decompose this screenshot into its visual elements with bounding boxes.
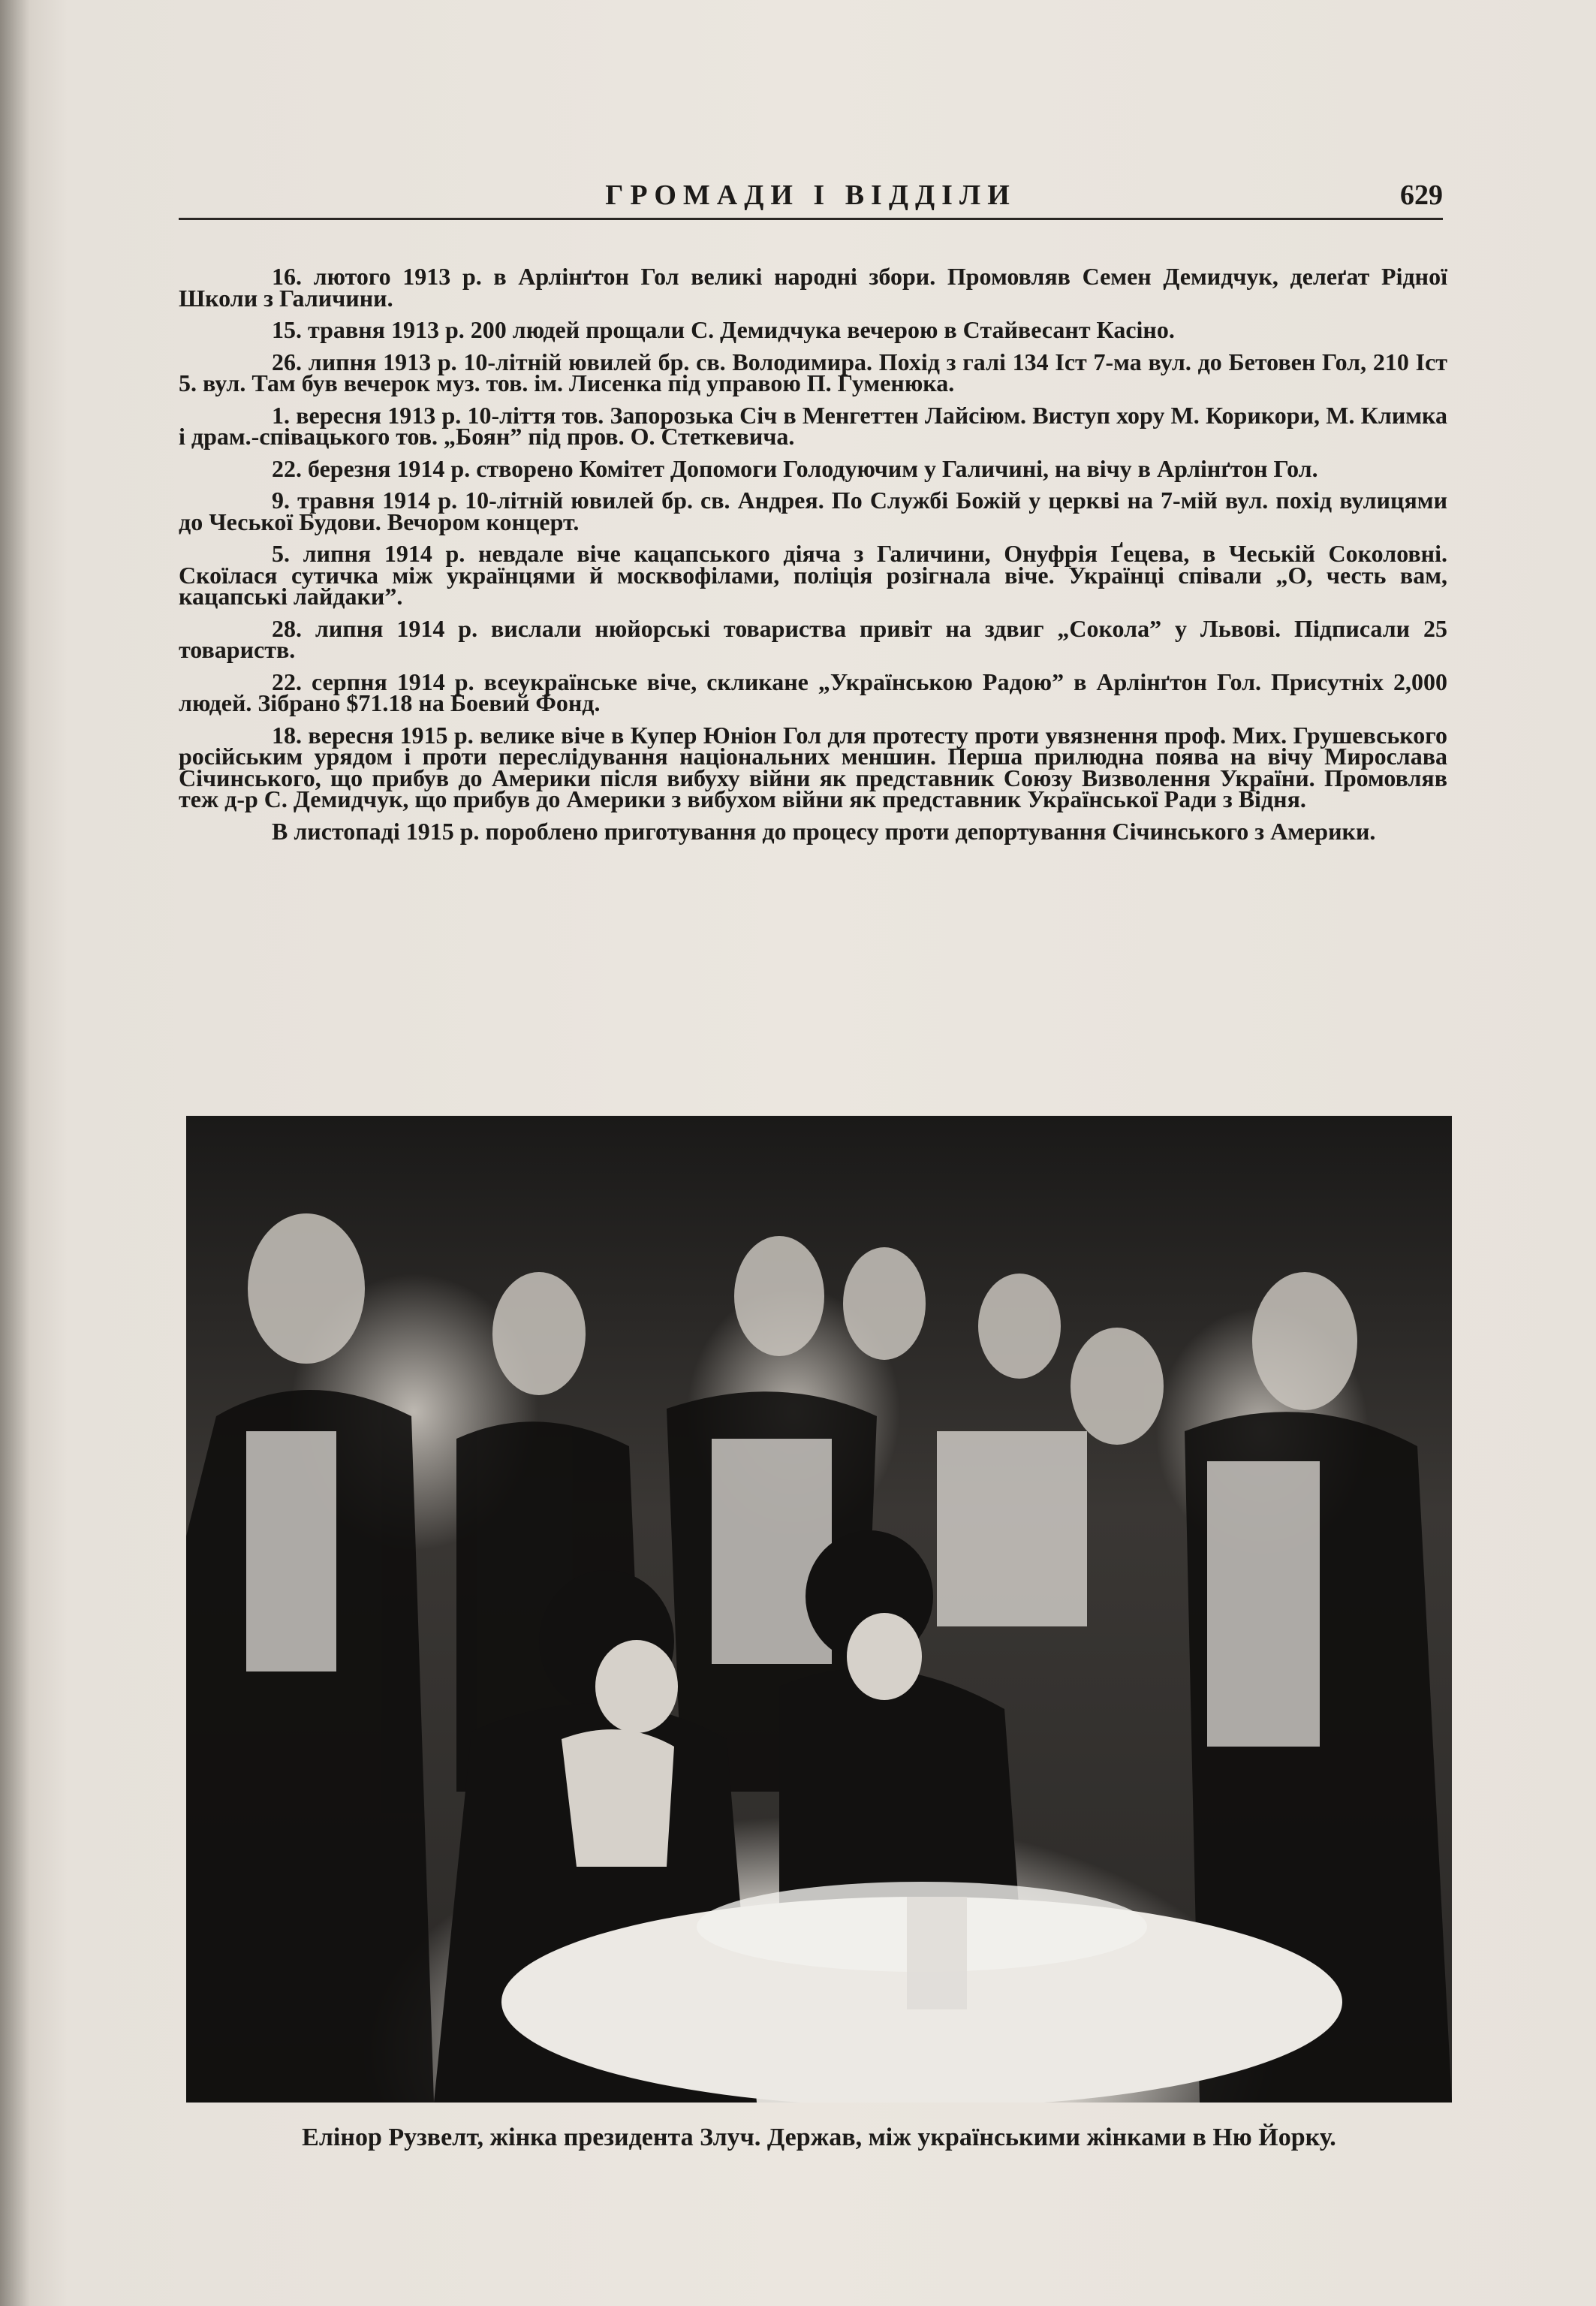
photo-illustration [186,1116,1452,2103]
chronicle-text [179,263,1447,852]
photo-caption: Елінор Рузвелт, жінка президента Злуч. Держав, між українськими жінками в Ню Йорку. [302,2124,1336,2151]
running-title: ГРОМАДИ І ВІДДІЛИ [605,179,1016,211]
group-photo-image [186,1116,1452,2103]
chronicle-entry: В листопаді 1915 р. пороблено приготування до процесу проти депортування Січинського з Америки. [272,817,1376,845]
chronicle-entry: 26. липня 1913 р. 10-літній ювилей бр. св. Володимира. Похід з галі 134 Іст 7-ма вул. до Бетовен Гол, 210 Іст 5. вул. Там був вечерок муз. тов. ім. Лисенка під управою П. Гуменюка. [179,348,1447,396]
chronicle-entry: 15. травня 1913 р. 200 людей прощали С. Демидчука вечерою в Стайвесант Касіно. [272,316,1175,343]
chronicle-entry: 1. вересня 1913 р. 10-ліття тов. Запорозька Січ в Менгеттен Лайсіюм. Виступ хору М. Корикори, М. Климка і драм.-співацького тов. „Боян” під пров. О. Стеткевича. [179,401,1447,450]
chronicle-entry: 5. липня 1914 р. невдале віче кацапського діяча з Галичини, Онуфрія Ґецева, в Чеській Соколовні. Скоїлася сутичка між українцями й москвофілами, поліція розігнала віче. Українці співали „О, честь вам, кацапські лайдаки”. [179,540,1447,610]
page-header [179,176,1443,220]
chronicle-entry: 16. лютого 1913 р. в Арлінґтон Гол великі народні збори. Промовляв Семен Демидчук, делеґат Рідної Школи з Галичини. [179,263,1447,312]
chronicle-entry: 28. липня 1914 р. вислали нюйорські товариства привіт на здвиг „Сокола” у Львові. Підписали 25 товариств. [179,614,1447,663]
page-number: 629 [1400,179,1443,211]
chronicle-entry: 18. вересня 1915 р. велике віче в Купер Юніон Гол для протесту проти увязнення проф. Мих. Грушевського російським урядом і проти переслідування національних меншин. Перша прилюдна поява на вічу Мирослава Січинського, що прибув до Америки після вибуху війни як представник Союзу Визволення України. Промовляв теж д-р С. Демидчук, що прибув до Америки з вибухом війни як представник Української Ради з Відня. [179,721,1447,812]
chronicle-entry: 9. травня 1914 р. 10-літній ювилей бр. св. Андрея. По Службі Божій у церкві на 7-мій вул. похід вулицями до Чеської Будови. Вечором концерт. [179,487,1447,535]
chronicle-entry: 22. серпня 1914 р. всеукраїнське віче, скликане „Українською Радою” в Арлінґтон Гол. Присутніх 2,000 людей. Зібрано $71.18 на Боевий Фонд. [179,668,1447,716]
chronicle-entry: 22. березня 1914 р. створено Комітет Допомоги Голодуючим у Галичині, на вічу в Арлінґтон Гол. [272,454,1318,482]
